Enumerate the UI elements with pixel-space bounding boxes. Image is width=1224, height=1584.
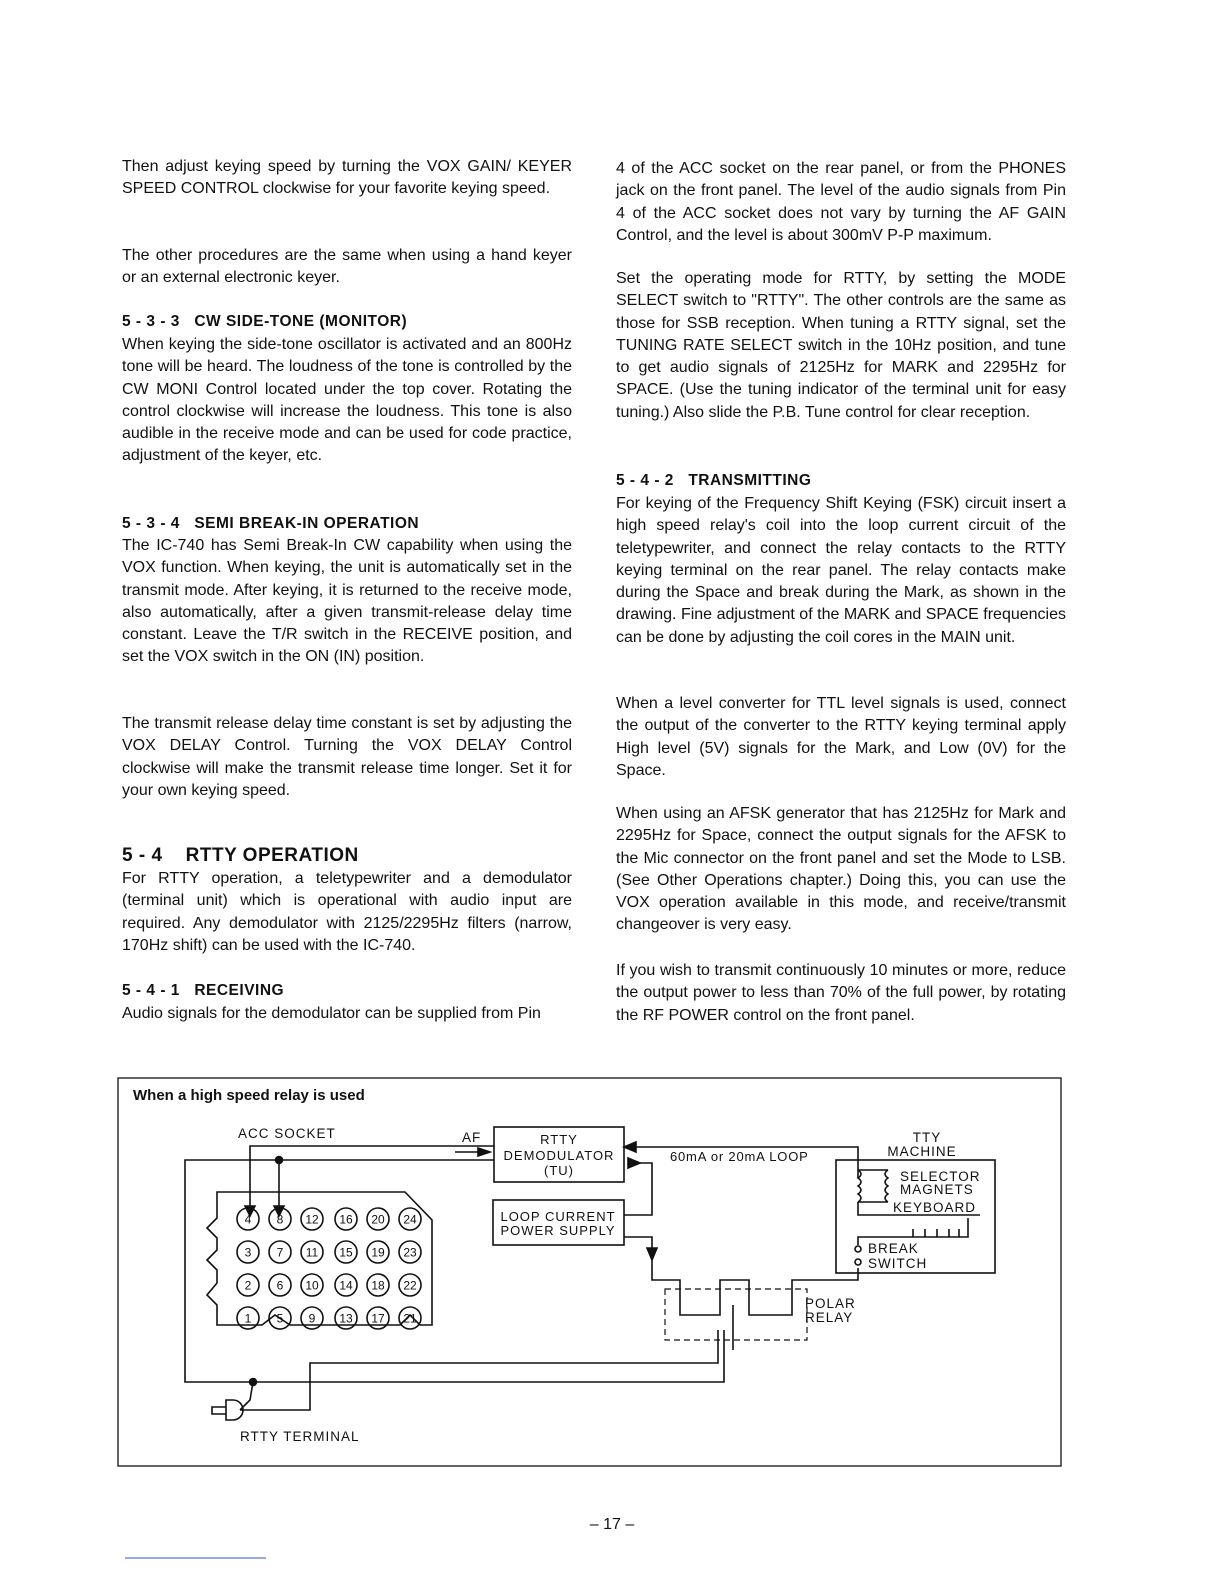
arrow-icon (478, 1148, 490, 1156)
break-switch-icon (855, 1246, 861, 1252)
socket-pin-number: 24 (403, 1212, 417, 1227)
acc-socket-label: ACC SOCKET (238, 1126, 336, 1141)
af-wire (250, 1146, 494, 1208)
paragraph: If you wish to transmit continuously 10 minutes or more, reduce the output power to less than 70% of the full power, by rotating the RF POWER control on the front panel. (616, 962, 1066, 1024)
socket-pin-number: 12 (305, 1212, 319, 1227)
socket-pin-number: 13 (339, 1311, 353, 1326)
socket-pin-number: 2 (244, 1278, 252, 1293)
loop-wire (624, 1163, 652, 1215)
arrow-icon (647, 1248, 657, 1260)
socket-pin-number: 22 (403, 1278, 417, 1293)
socket-pin-number: 11 (305, 1245, 319, 1260)
paragraph: The transmit release delay time constant is set by adjusting the VOX DELAY Control. Turning the VOX DELAY Control clockwise will make the transmit release time longer. Set it for your own keying speed. (122, 715, 572, 799)
socket-pin-number: 10 (305, 1278, 319, 1293)
selector-label: SELECTOR (900, 1169, 981, 1184)
break-switch-label: BREAK (868, 1241, 919, 1256)
page-number: – 17 – (589, 1516, 635, 1533)
section-heading-5-3-3: 5 - 3 - 3 CW SIDE-TONE (MONITOR) (122, 313, 408, 330)
paragraph: When using an AFSK generator that has 2125Hz for Mark and 2295Hz for Space, connect the output signals for the AFSK to the Mic connector on the front panel and set the Mode to LSB. (See Other Operations chapter.) Doing this, you can use the VOX operation available in this mode, and receive/transmit changeover is very easy. (616, 805, 1066, 934)
paragraph: For keying of the Frequency Shift Keying (FSK) circuit insert a high speed relay's coil into the loop current circuit of the teletypewriter, and connect the relay contacts to the RTTY keying terminal on the rear panel. The relay contacts make during the Space and break during the Mark, as shown in the drawing. Fine adjustment of the MARK and SPACE frequencies can be done by adjusting the coil cores in the MAIN unit. (616, 495, 1066, 646)
socket-pin-number: 14 (339, 1278, 353, 1293)
paragraph: The other procedures are the same when using a hand keyer or an external electronic keyer. (122, 247, 572, 287)
polar-relay-label: RELAY (805, 1310, 854, 1325)
polar-relay-label: POLAR (805, 1296, 856, 1311)
tty-label: MACHINE (887, 1144, 957, 1159)
section-heading-5-3-4: 5 - 3 - 4 SEMI BREAK-IN OPERATION (122, 515, 420, 532)
tty-label: TTY (912, 1130, 942, 1145)
paragraph: The IC-740 has Semi Break-In CW capability when using the VOX function. When keying, the unit is automatically set in the transmit mode. After keying, it is returned to the receive mode, also automatically, after a given transmit-release delay time constant. Leave the T/R switch in the RECEIVE position, and set the VOX switch in the ON (IN) position. (122, 537, 572, 666)
socket-pin-number: 1 (244, 1311, 252, 1326)
demod-label: RTTY (540, 1132, 578, 1147)
paragraph: Then adjust keying speed by turning the VOX GAIN/ KEYER SPEED CONTROL clockwise for your favorite keying speed. (122, 158, 572, 198)
arrow-icon (628, 1158, 640, 1168)
selector-label: MAGNETS (900, 1182, 974, 1197)
paragraph: When a level converter for TTL level signals is used, connect the output of the converter to the RTTY keying terminal apply High level (5V) signals for the Mark, and Low (0V) for the Space. (616, 695, 1066, 779)
socket-pin-number: 20 (371, 1212, 385, 1227)
socket-pin-number: 3 (244, 1245, 252, 1260)
loop-supply-label: POWER SUPPLY (500, 1223, 616, 1238)
socket-pin-number: 9 (308, 1311, 316, 1326)
rtty-terminal-plug-icon (212, 1400, 243, 1420)
socket-pin-number: 17 (371, 1311, 385, 1326)
selector-magnets-coil-icon (858, 1170, 888, 1202)
diagram-title: When a high speed relay is used (133, 1087, 365, 1104)
paragraph: 4 of the ACC socket on the rear panel, or from the PHONES jack on the front panel. The level of the audio signals from Pin 4 of the ACC socket does not vary by turning the AF GAIN Control, and the level is about 300mV P-P maximum. (616, 160, 1066, 244)
socket-pin-number: 15 (339, 1245, 353, 1260)
demod-label: (TU) (544, 1163, 574, 1178)
socket-pin-number: 8 (276, 1212, 284, 1227)
paragraph: Audio signals for the demodulator can be supplied from Pin (122, 1005, 541, 1022)
socket-pin-number: 6 (276, 1278, 284, 1293)
loop-label: 60mA or 20mA LOOP (670, 1149, 809, 1164)
keyboard-contacts-icon (913, 1229, 959, 1237)
socket-pin-number: 4 (244, 1212, 252, 1227)
arrow-icon (624, 1142, 636, 1152)
paragraph: Set the operating mode for RTTY, by setting the MODE SELECT switch to "RTTY". The other controls are the same as those for SSB reception. When tuning a RTTY signal, set the TUNING RATE SELECT switch in the 10Hz position, and tune to get audio signals of 2125Hz for MARK and 2295Hz for SPACE. (Use the tuning indicator of the terminal unit for easy tuning.) Also slide the P.B. Tune control for clear reception. (616, 270, 1066, 421)
paragraph: When keying the side-tone oscillator is activated and an 800Hz tone will be heard. The loudness of the tone is controlled by the CW MONI Control located under the top cover. Rotating the control clockwise will increase the loudness. This tone is also audible in the receive mode and can be used for code practice, adjustment of the keyer, etc. (122, 336, 572, 465)
rtty-terminal-label: RTTY TERMINAL (240, 1429, 360, 1444)
paragraph: For RTTY operation, a teletypewriter and a demodulator (terminal unit) which is operational with audio input are required. Any demodulator with 2125/2295Hz filters (narrow, 170Hz shift) can be used with the IC-740. (122, 870, 572, 954)
ground-wire (185, 1160, 724, 1382)
section-heading-5-4: 5 - 4 RTTY OPERATION (122, 845, 359, 866)
socket-pin-number: 21 (403, 1311, 417, 1326)
socket-pin-number: 18 (371, 1278, 385, 1293)
demod-label: DEMODULATOR (503, 1148, 615, 1163)
socket-pin-number: 23 (403, 1245, 417, 1260)
socket-pin-number: 16 (339, 1212, 353, 1227)
break-switch-icon (855, 1259, 861, 1265)
break-switch-label: SWITCH (868, 1256, 928, 1271)
socket-pin-number: 19 (371, 1245, 385, 1260)
section-heading-5-4-1: 5 - 4 - 1 RECEIVING (122, 982, 285, 999)
socket-pin-number: 7 (276, 1245, 284, 1260)
af-label: AF (462, 1130, 482, 1145)
socket-pin-number: 5 (276, 1311, 284, 1326)
keyboard-label: KEYBOARD (893, 1200, 977, 1215)
section-heading-5-4-2: 5 - 4 - 2 TRANSMITTING (616, 472, 812, 489)
loop-supply-label: LOOP CURRENT (500, 1209, 616, 1224)
terminal-wire (240, 1330, 718, 1410)
